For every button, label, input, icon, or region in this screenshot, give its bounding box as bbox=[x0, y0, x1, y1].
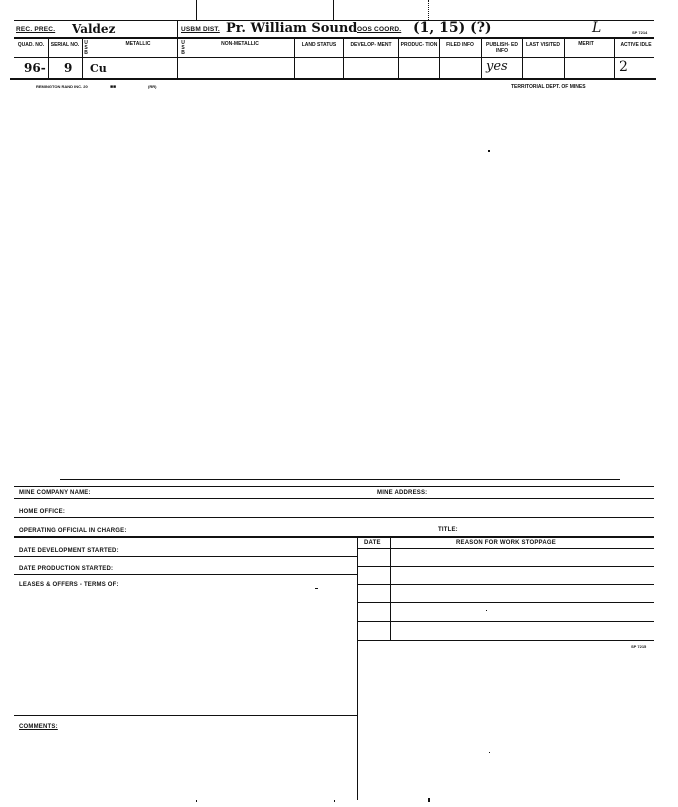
printer-code: (RR) bbox=[148, 84, 157, 89]
rule-leases-bottom bbox=[14, 715, 357, 716]
header-mid-rule bbox=[14, 37, 654, 39]
stoppage-row-3 bbox=[357, 602, 654, 603]
col-divider-a bbox=[177, 20, 178, 78]
home-office-label: HOME OFFICE: bbox=[19, 509, 66, 515]
col-last-visited: LAST VISITED bbox=[526, 42, 560, 48]
reason-column-header: REASON FOR WORK STOPPAGE bbox=[456, 540, 556, 546]
usbm-dist-value: Pr. William Sound bbox=[226, 21, 358, 36]
top-tick-3 bbox=[428, 0, 429, 20]
header-bottom-rule bbox=[14, 57, 654, 58]
top-tick-2 bbox=[333, 0, 334, 20]
rule-home-office bbox=[14, 517, 654, 518]
col-us-metallic: U S B bbox=[84, 40, 88, 56]
rule-dev-started bbox=[14, 556, 357, 557]
record-quad-no: 96- bbox=[24, 61, 46, 75]
scan-speck bbox=[334, 800, 335, 802]
center-divider bbox=[357, 536, 358, 800]
corner-mark: L bbox=[592, 20, 602, 36]
printer-credit: REMINGTON RAND INC. 20 bbox=[36, 84, 88, 89]
comments-label: COMMENTS: bbox=[19, 724, 58, 730]
col-merit: MERIT bbox=[578, 41, 594, 47]
form-number-bottom: SP 7215 bbox=[631, 644, 647, 649]
rule-company bbox=[14, 498, 654, 499]
date-dev-started-label: DATE DEVELOPMENT STARTED: bbox=[19, 548, 119, 554]
agency-name: TERRITORIAL DEPT. OF MINES bbox=[511, 84, 586, 90]
date-column-header: DATE bbox=[364, 540, 381, 546]
date-column-rule bbox=[390, 536, 391, 640]
rule-official bbox=[14, 536, 654, 538]
record-serial-no: 9 bbox=[64, 61, 73, 75]
stoppage-row-1 bbox=[357, 566, 654, 567]
scan-speck bbox=[489, 752, 490, 753]
col-filed-info: FILED INFO bbox=[446, 42, 474, 48]
col-non-metallic: NON-METALLIC bbox=[221, 41, 259, 47]
record-active-idle: 2 bbox=[619, 59, 628, 75]
scan-speck bbox=[315, 588, 318, 589]
form-number-top: SP 7214 bbox=[632, 30, 648, 35]
col-quad-no: QUAD. NO. bbox=[17, 42, 45, 48]
rule-prod-started bbox=[14, 574, 357, 575]
date-prod-started-label: DATE PRODUCTION STARTED: bbox=[19, 566, 114, 572]
mine-company-name-label: MINE COMPANY NAME: bbox=[19, 490, 91, 496]
col-serial-no: SERIAL NO. bbox=[50, 42, 80, 48]
printer-mark: ■■ bbox=[110, 84, 117, 90]
scan-speck bbox=[196, 800, 197, 802]
rec-prec-value: Valdez bbox=[72, 22, 116, 36]
stoppage-row-4 bbox=[357, 621, 654, 622]
rec-prec-label: REC. PREC. bbox=[16, 26, 56, 33]
stoppage-row-2 bbox=[357, 584, 654, 585]
record-bottom-rule bbox=[10, 78, 656, 80]
stoppage-row-5 bbox=[357, 640, 654, 641]
coord-value: (1, 15) (?) bbox=[413, 20, 492, 36]
scan-speck bbox=[486, 610, 487, 611]
col-active-idle: ACTIVE IDLE bbox=[620, 42, 652, 48]
leases-offers-label: LEASES & OFFERS - TERMS OF: bbox=[19, 582, 119, 588]
mine-address-label: MINE ADDRESS: bbox=[377, 490, 428, 496]
rule-stoppage-header bbox=[357, 548, 654, 549]
record-published-info: yes bbox=[486, 59, 508, 74]
operating-official-label: OPERATING OFFICIAL IN CHARGE: bbox=[19, 528, 127, 534]
lower-top-rule-2 bbox=[14, 486, 654, 487]
top-tick-1 bbox=[196, 0, 197, 20]
col-metallic: METALLIC bbox=[125, 41, 151, 47]
coord-label: OOS COORD. bbox=[357, 26, 402, 33]
col-production: PRODUC- TION bbox=[400, 42, 438, 48]
record-metallic: Cu bbox=[90, 62, 107, 75]
usbm-dist-label: USBM DIST. bbox=[181, 26, 220, 33]
col-development: DEVELOP- MENT bbox=[350, 42, 392, 48]
scan-speck bbox=[488, 150, 490, 152]
title-label: TITLE: bbox=[438, 527, 458, 533]
col-land-status: LAND STATUS bbox=[301, 42, 337, 48]
lower-top-rule bbox=[60, 479, 620, 480]
col-published-info: PUBLISH- ED INFO bbox=[486, 42, 518, 54]
scan-speck bbox=[428, 798, 430, 802]
col-us-nonmetallic: U S B bbox=[181, 40, 185, 56]
